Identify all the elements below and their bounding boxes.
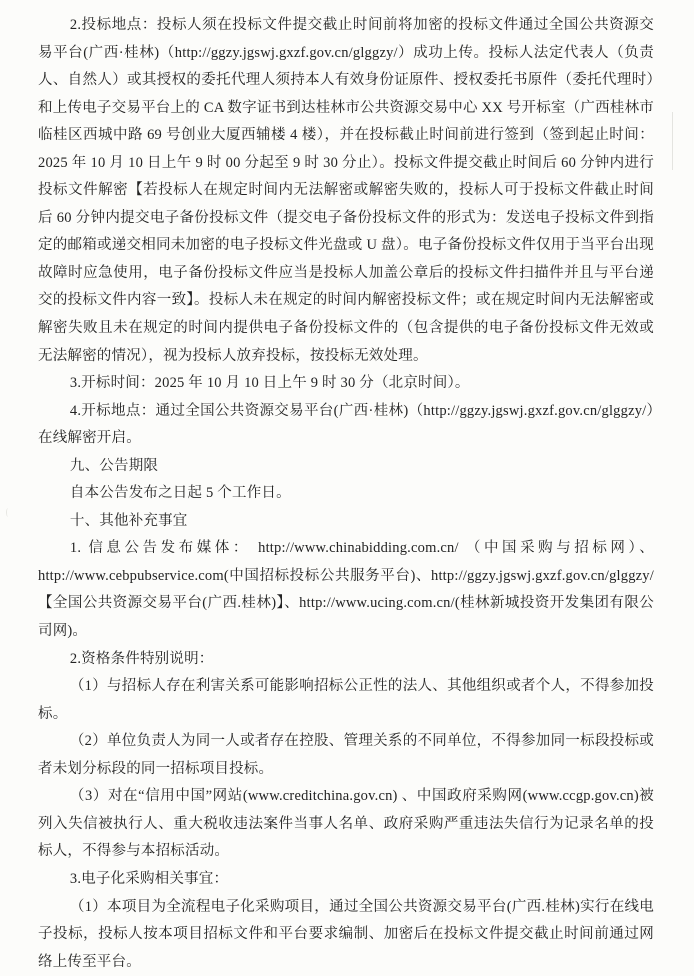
scan-artifact bbox=[672, 112, 673, 170]
para-media-list: 1. 信息公告发布媒体： http://www.chinabidding.com.cn/ （中国采购与招标网）、http://www.cebpubservice.com(中国招标投标公共服务平台)、http://ggzy.jgswj.gxzf.gov.cn/glggzy/【全国公共资源交易平台(广西.桂林)】、http://www.ucing.com.cn/(桂林新城投资开发集团有限公司网)。 bbox=[38, 535, 654, 645]
para-qualification-note-1: （1）与招标人存在利害关系可能影响招标公正性的法人、其他组织或者个人，不得参加投标。 bbox=[38, 673, 654, 728]
para-bid-opening-time: 3.开标时间：2025 年 10 月 10 日上午 9 时 30 分（北京时间）。 bbox=[38, 370, 654, 398]
para-eprocurement-title: 3.电子化采购相关事宜： bbox=[38, 866, 654, 894]
section-heading-announcement-period: 九、公告期限 bbox=[38, 453, 654, 481]
para-eprocurement-1: （1）本项目为全流程电子化采购项目，通过全国公共资源交易平台(广西.桂林)实行在线电子投标，投标人按本项目招标文件和平台要求编制、加密后在投标文件提交截止时间前通过网络上传至平台。 bbox=[38, 894, 654, 976]
para-announcement-period: 自本公告发布之日起 5 个工作日。 bbox=[38, 480, 654, 508]
para-qualification-note-title: 2.资格条件特别说明： bbox=[38, 646, 654, 674]
para-qualification-note-2: （2）单位负责人为同一人或者存在控股、管理关系的不同单位，不得参加同一标段投标或者未划分标段的同一招标项目投标。 bbox=[38, 728, 654, 783]
section-heading-other-matters: 十、其他补充事宜 bbox=[38, 508, 654, 536]
para-qualification-note-3: （3）对在“信用中国”网站(www.creditchina.gov.cn) 、中国政府采购网(www.ccgp.gov.cn)被列入失信被执行人、重大税收违法案件当事人名单、政府采购严重违法失信行为记录名单的投标人，不得参与本招标活动。 bbox=[38, 783, 654, 866]
para-bid-submission-location: 2.投标地点：投标人须在投标文件提交截止时间前将加密的投标文件通过全国公共资源交易平台(广西·桂林)（http://ggzy.jgswj.gxzf.gov.cn/glggzy/）成功上传。投标人法定代表人（负责人、自然人）或其授权的委托代理人须持本人有效身份证原件、授权委托书原件（委托代理时）和上传电子交易平台上的 CA 数字证书到达桂林市公共资源交易中心 XX 号开标室（广西桂林市临桂区西城中路 69 号创业大厦西辅楼 4 楼），并在投标截止时间前进行签到（签到起止时间：2025 年 10 月 10 日上午 9 时 00 分起至 9 时 30 分止）。投标文件提交截止时间后 60 分钟内进行投标文件解密【若投标人在规定时间内无法解密或解密失败的，投标人可于投标文件截止时间后 60 分钟内提交电子备份投标文件（提交电子备份投标文件的形式为：发送电子投标文件到指定的邮箱或递交相同未加密的电子投标文件光盘或 U 盘）。电子备份投标文件仅用于当平台出现故障时应急使用，电子备份投标文件应当是投标人加盖公章后的投标文件扫描件并且与平台递交的投标文件内容一致】。投标人未在规定的时间内解密投标文件；或在规定时间内无法解密或解密失败且未在规定的时间内提供电子备份投标文件的（包含提供的电子备份投标文件无效或无法解密的情况），视为投标人放弃投标，按投标无效处理。 bbox=[38, 12, 654, 370]
scan-artifact bbox=[6, 508, 10, 517]
para-bid-opening-location: 4.开标地点：通过全国公共资源交易平台(广西·桂林)（http://ggzy.jgswj.gxzf.gov.cn/glggzy/）在线解密开启。 bbox=[38, 398, 654, 453]
